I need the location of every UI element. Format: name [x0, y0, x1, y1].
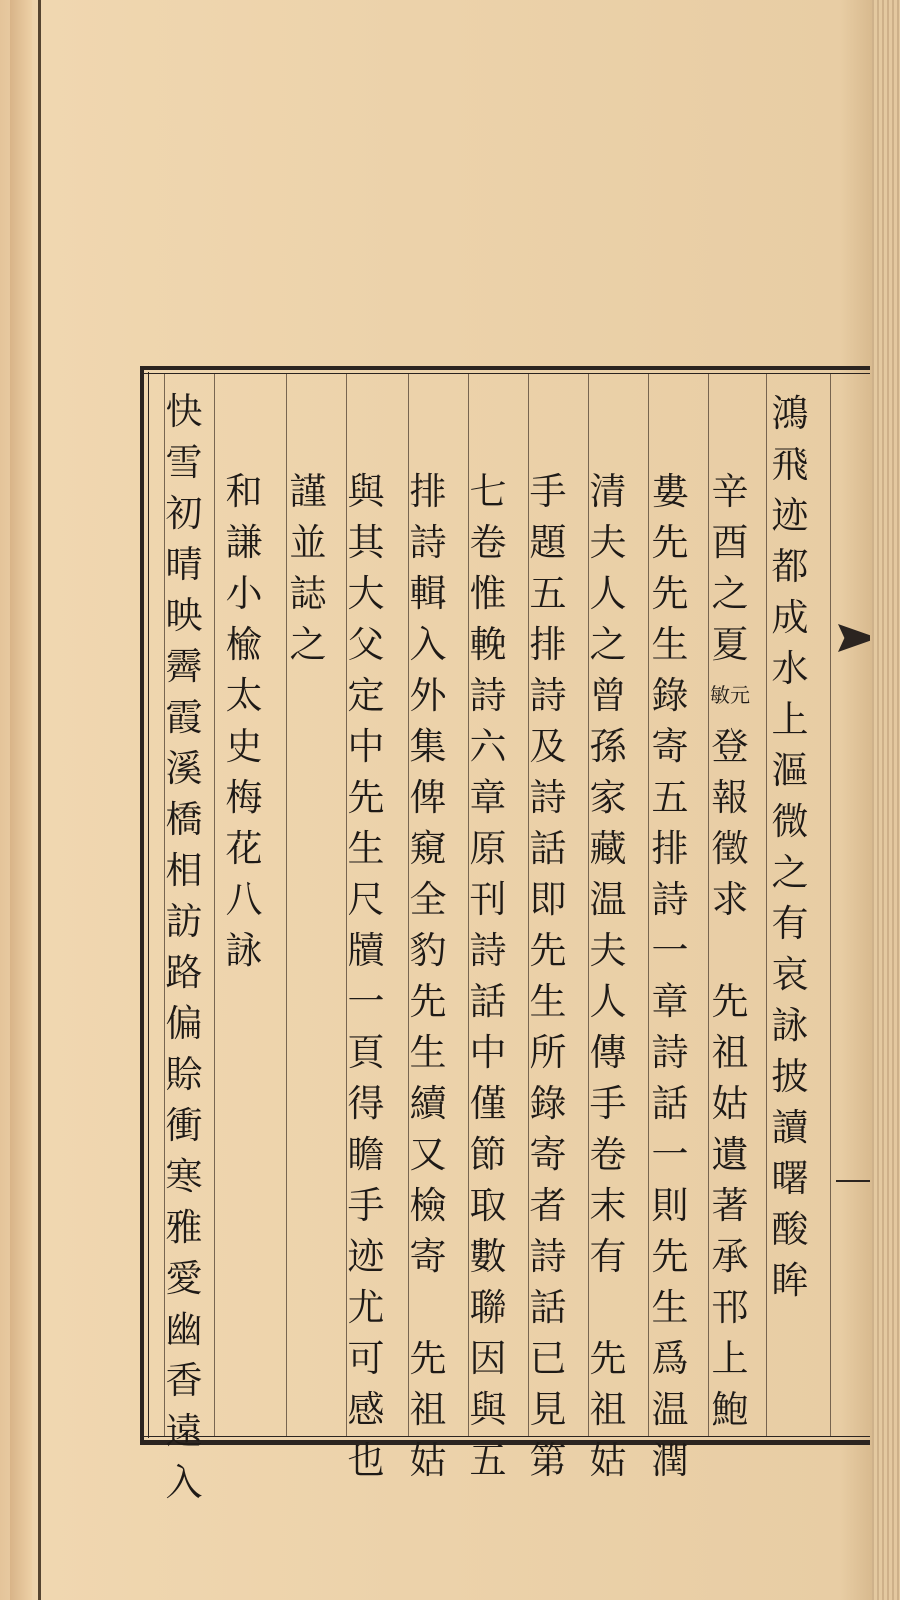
glyph: 一: [651, 1133, 689, 1176]
glyph: 求: [711, 878, 749, 921]
glyph: 哀: [771, 953, 809, 996]
glyph: 詩: [469, 674, 507, 717]
column-rule: [766, 374, 767, 1436]
glyph: 排: [529, 623, 567, 666]
frame-inner-left: [148, 372, 149, 1438]
glyph: 承: [711, 1235, 749, 1278]
glyph: 温: [589, 878, 627, 921]
glyph: 一: [347, 980, 385, 1023]
text-column-3: [648, 466, 692, 1486]
glyph: 題: [529, 521, 567, 564]
glyph: 衝: [165, 1104, 203, 1147]
text-column-12: [162, 386, 206, 1508]
glyph: 中: [469, 1031, 507, 1074]
glyph: 祖: [711, 1031, 749, 1074]
text-column-6: [466, 466, 510, 1486]
glyph: 賒: [165, 1053, 203, 1096]
text-column-5: [526, 466, 570, 1486]
glyph: 登: [711, 725, 749, 768]
glyph: 曙: [771, 1157, 809, 1200]
glyph: 姑: [589, 1439, 627, 1482]
text-column-11: [222, 466, 266, 976]
glyph: 家: [589, 776, 627, 819]
glyph: 也: [347, 1439, 385, 1482]
glyph: 夏: [711, 623, 749, 666]
glyph: 寄: [651, 725, 689, 768]
glyph: 定: [347, 674, 385, 717]
glyph: 上: [771, 698, 809, 741]
glyph: 生: [651, 1286, 689, 1329]
glyph: 先: [651, 1235, 689, 1278]
glyph: 窺: [409, 827, 447, 870]
glyph: 幽: [165, 1308, 203, 1351]
glyph: 入: [409, 623, 447, 666]
frame-border-top: [140, 366, 870, 370]
glyph: 數: [469, 1235, 507, 1278]
interlinear-note: 敏元: [710, 683, 750, 707]
glyph: 先: [651, 572, 689, 615]
glyph: 一: [651, 929, 689, 972]
glyph: 第: [529, 1439, 567, 1482]
glyph: 先: [651, 521, 689, 564]
glyph: 有: [771, 902, 809, 945]
glyph: 鮑: [711, 1388, 749, 1431]
fold-line-mark: [836, 1180, 870, 1182]
glyph: 和: [225, 470, 263, 513]
glyph: 感: [347, 1388, 385, 1431]
binding-line: [38, 0, 41, 1600]
glyph: 寒: [165, 1155, 203, 1198]
glyph: 父: [347, 623, 385, 666]
glyph: 酉: [711, 521, 749, 564]
glyph: 曾: [589, 674, 627, 717]
glyph: 報: [711, 776, 749, 819]
glyph: 邗: [711, 1286, 749, 1329]
glyph: 潤: [651, 1439, 689, 1482]
glyph: 五: [469, 1439, 507, 1482]
text-column-1: [768, 388, 812, 1306]
glyph: 詩: [469, 929, 507, 972]
glyph: 詩: [651, 878, 689, 921]
glyph: 遠: [165, 1410, 203, 1453]
glyph: 詩: [529, 1235, 567, 1278]
glyph: 雅: [165, 1206, 203, 1249]
glyph: 姑: [711, 1082, 749, 1125]
glyph: 章: [651, 980, 689, 1023]
glyph: 祖: [409, 1388, 447, 1431]
glyph: 之: [589, 623, 627, 666]
glyph: 霞: [165, 696, 203, 739]
glyph: 鴻: [771, 392, 809, 435]
glyph: 尤: [347, 1286, 385, 1329]
glyph: 卷: [469, 521, 507, 564]
glyph: 原: [469, 827, 507, 870]
text-column-2: [708, 466, 752, 1435]
glyph: 偏: [165, 1002, 203, 1045]
glyph: 讀: [771, 1106, 809, 1149]
glyph: 八: [225, 878, 263, 921]
glyph: 訪: [165, 900, 203, 943]
glyph: 已: [529, 1337, 567, 1380]
glyph: 夫: [589, 929, 627, 972]
glyph: 生: [651, 623, 689, 666]
glyph: 夫: [589, 521, 627, 564]
glyph: 可: [347, 1337, 385, 1380]
glyph: 手: [529, 470, 567, 513]
glyph: 謙: [225, 521, 263, 564]
glyph: 霽: [165, 645, 203, 688]
glyph: 史: [225, 725, 263, 768]
glyph: 生: [409, 1031, 447, 1074]
glyph: 謹: [289, 470, 327, 513]
glyph: 手: [589, 1082, 627, 1125]
glyph: 遺: [711, 1133, 749, 1176]
glyph: 者: [529, 1184, 567, 1227]
glyph: 五: [651, 776, 689, 819]
glyph: 牘: [347, 929, 385, 972]
glyph: 先: [529, 929, 567, 972]
glyph: 有: [589, 1235, 627, 1278]
glyph: 著: [711, 1184, 749, 1227]
glyph: 酸: [771, 1208, 809, 1251]
glyph: 漚: [771, 749, 809, 792]
glyph: 話: [529, 827, 567, 870]
honorific-space: [586, 1282, 630, 1333]
glyph: 排: [651, 827, 689, 870]
glyph: 僅: [469, 1082, 507, 1125]
column-rule: [214, 374, 215, 1436]
binding-gutter: [10, 0, 32, 1600]
glyph: 爲: [651, 1337, 689, 1380]
glyph: 小: [225, 572, 263, 615]
glyph: 成: [771, 596, 809, 639]
glyph: 詩: [409, 521, 447, 564]
glyph: 頁: [347, 1031, 385, 1074]
glyph: 則: [651, 1184, 689, 1227]
glyph: 及: [529, 725, 567, 768]
glyph: 與: [347, 470, 385, 513]
glyph: 太: [225, 674, 263, 717]
glyph: 誌: [289, 572, 327, 615]
glyph: 六: [469, 725, 507, 768]
glyph: 錄: [529, 1082, 567, 1125]
glyph: 詠: [771, 1004, 809, 1047]
glyph: 其: [347, 521, 385, 564]
glyph: 上: [711, 1337, 749, 1380]
glyph: 香: [165, 1359, 203, 1402]
glyph: 詩: [529, 674, 567, 717]
glyph: 排: [409, 470, 447, 513]
glyph: 橋: [165, 798, 203, 841]
glyph: 節: [469, 1133, 507, 1176]
glyph: 瞻: [347, 1133, 385, 1176]
glyph: 入: [165, 1461, 203, 1504]
glyph: 尺: [347, 878, 385, 921]
text-column-7: [406, 466, 450, 1486]
glyph: 之: [771, 851, 809, 894]
glyph: 姑: [409, 1439, 447, 1482]
glyph: 迹: [347, 1235, 385, 1278]
glyph: 七: [469, 470, 507, 513]
glyph: 之: [711, 572, 749, 615]
glyph: 檢: [409, 1184, 447, 1227]
glyph: 外: [409, 674, 447, 717]
glyph: 愛: [165, 1257, 203, 1300]
glyph: 並: [289, 521, 327, 564]
glyph: 祖: [589, 1388, 627, 1431]
glyph: 生: [529, 980, 567, 1023]
glyph: 詩: [651, 1031, 689, 1074]
glyph: 俾: [409, 776, 447, 819]
glyph: 又: [409, 1133, 447, 1176]
glyph: 迹: [771, 494, 809, 537]
glyph: 初: [165, 492, 203, 535]
glyph: 映: [165, 594, 203, 637]
glyph: 續: [409, 1082, 447, 1125]
glyph: 花: [225, 827, 263, 870]
glyph: 五: [529, 572, 567, 615]
honorific-space: [708, 925, 752, 976]
glyph: 集: [409, 725, 447, 768]
glyph: 先: [409, 980, 447, 1023]
glyph: 輓: [469, 623, 507, 666]
glyph: 與: [469, 1388, 507, 1431]
glyph: 雪: [165, 441, 203, 484]
glyph: 錄: [651, 674, 689, 717]
glyph: 之: [289, 623, 327, 666]
page-edge-stack: [872, 0, 900, 1600]
glyph: 中: [347, 725, 385, 768]
glyph: 輯: [409, 572, 447, 615]
glyph: 晴: [165, 543, 203, 586]
glyph: 披: [771, 1055, 809, 1098]
glyph: 詩: [529, 776, 567, 819]
glyph: 先: [589, 1337, 627, 1380]
glyph: 見: [529, 1388, 567, 1431]
glyph: 卷: [589, 1133, 627, 1176]
glyph: 眸: [771, 1259, 809, 1302]
honorific-space: [406, 1282, 450, 1333]
glyph: 先: [347, 776, 385, 819]
glyph: 手: [347, 1184, 385, 1227]
glyph: 藏: [589, 827, 627, 870]
glyph: 寄: [409, 1235, 447, 1278]
glyph: 相: [165, 849, 203, 892]
glyph: 話: [529, 1286, 567, 1329]
glyph: 先: [711, 980, 749, 1023]
text-column-9: [286, 466, 330, 670]
glyph: 辛: [711, 470, 749, 513]
glyph: 聯: [469, 1286, 507, 1329]
glyph: 所: [529, 1031, 567, 1074]
text-column-4: [586, 466, 630, 1486]
glyph: 刊: [469, 878, 507, 921]
glyph: 大: [347, 572, 385, 615]
glyph: 人: [589, 572, 627, 615]
glyph: 先: [409, 1337, 447, 1380]
glyph: 得: [347, 1082, 385, 1125]
glyph: 詠: [225, 929, 263, 972]
glyph: 梅: [225, 776, 263, 819]
glyph: 豹: [409, 929, 447, 972]
glyph: 路: [165, 951, 203, 994]
glyph: 生: [347, 827, 385, 870]
glyph: 都: [771, 545, 809, 588]
glyph: 微: [771, 800, 809, 843]
glyph: 因: [469, 1337, 507, 1380]
glyph: 全: [409, 878, 447, 921]
glyph: 傳: [589, 1031, 627, 1074]
glyph: 楡: [225, 623, 263, 666]
glyph: 温: [651, 1388, 689, 1431]
glyph: 水: [771, 647, 809, 690]
frame-inner-top: [144, 373, 870, 374]
glyph: 末: [589, 1184, 627, 1227]
glyph: 寄: [529, 1133, 567, 1176]
column-rule: [830, 374, 831, 1436]
glyph: 徵: [711, 827, 749, 870]
glyph: 人: [589, 980, 627, 1023]
glyph: 話: [469, 980, 507, 1023]
glyph: 清: [589, 470, 627, 513]
glyph: 章: [469, 776, 507, 819]
glyph: 快: [165, 390, 203, 433]
glyph: 婁: [651, 470, 689, 513]
glyph: 取: [469, 1184, 507, 1227]
glyph: 話: [651, 1082, 689, 1125]
glyph: 惟: [469, 572, 507, 615]
glyph: 溪: [165, 747, 203, 790]
glyph: 即: [529, 878, 567, 921]
glyph: 飛: [771, 443, 809, 486]
frame-border-left: [140, 366, 144, 1445]
text-column-8: [344, 466, 388, 1486]
glyph: 孫: [589, 725, 627, 768]
